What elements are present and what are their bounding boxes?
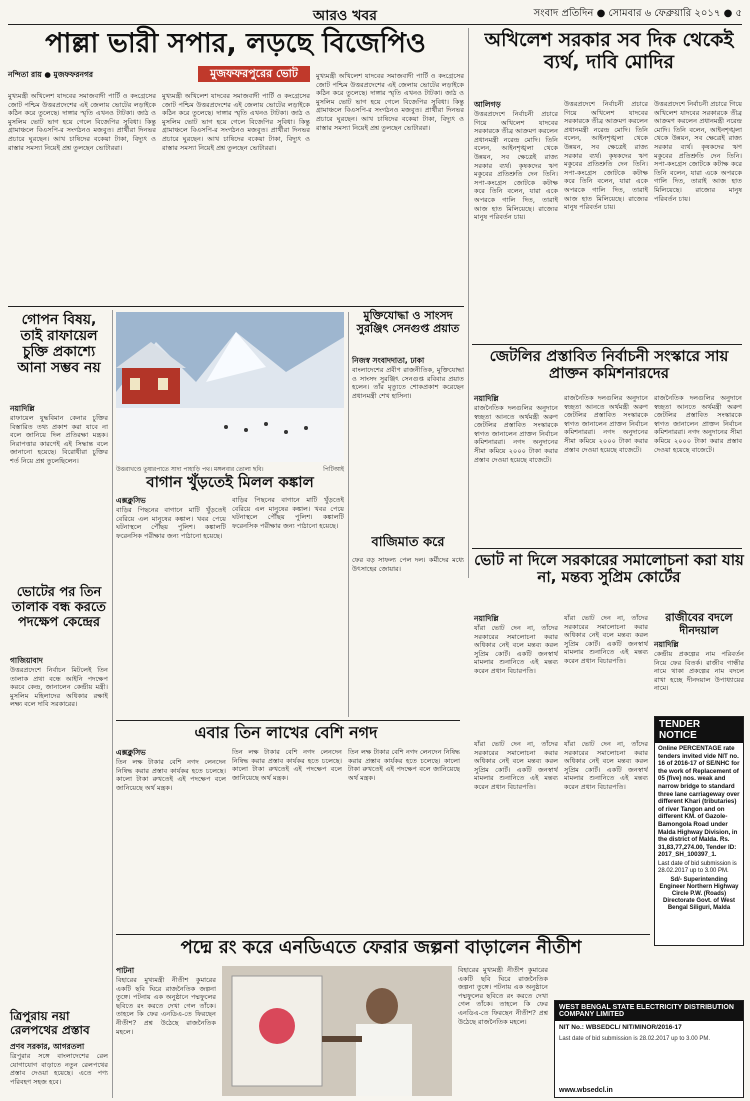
section-title: আরও খবর <box>313 8 377 24</box>
story7-body: বাংলাদেশের প্রবীণ রাজনীতিক, মুক্তিযোদ্ধা ও সাংসদ সুরঞ্জিৎ সেনগুপ্ত রবিবার প্রয়াত হলেন। তাঁর মৃত্যুতে শোকপ্রকাশ করেছেন প্রধানমন্ত্রী শেখ হাসিনা। <box>352 366 464 400</box>
story8-headline: জেটলির প্রস্তাবিত নির্বাচনী সংস্কারে সায় প্রাক্তন কমিশনারদের <box>489 347 729 383</box>
header-meta: সংবাদ প্রতিদিন ● সোমবার ৬ ফেব্রুয়ারি ২০১৭ ● ৫ <box>533 8 742 19</box>
column-rule-left <box>112 310 113 1098</box>
story10-col2: যাঁরা ভোট দেন না, তাঁদের সরকারের সমালোচনা করার অধিকার নেই বলে মন্তব্য করল সুপ্রিম কোর্ট। একটি জনস্বার্থ মামলার শুনানিতে এই মন্তব্য করেন প্রধান বিচারপতি। <box>564 614 648 665</box>
story4-headline: ভোটের পর তিন তালাক বন্ধ করতে পদক্ষেপ কেন্দ্রের <box>12 585 106 630</box>
rule-story2-bottom <box>472 344 742 345</box>
nitish-photo <box>222 966 452 1096</box>
tender-signature: Sd/- Superintending Engineer Northern Highway Circle P.W. (Roads) Directorate Govt. of West Bengal Siliguri, Malda <box>659 876 739 911</box>
wbsedcl-org: WEST BENGAL STATE ELECTRICITY DISTRIBUTION COMPANY LIMITED <box>555 1001 743 1021</box>
story6-col1: বাড়ির পিছনের বাগানে মাটি খুঁড়তেই বেরিয়ে এল মানুষের কঙ্কাল। খবর পেয়ে ঘটনাস্থলে পৌঁছয় পুলিশ। কঙ্কালটি ফরেনসিক পরীক্ষার জন্য পাঠানো হয়েছে। <box>116 506 226 540</box>
story10-headline: ভোট না দিলে সরকারের সমালোচনা করা যায় না, মন্তব্য সুপ্রিম কোর্টের <box>474 551 744 587</box>
story5-body: ত্রিপুরার সঙ্গে বাংলাদেশের রেল যোগাযোগ বাড়াতে নতুন রেলপথের প্রস্তাব দেওয়া হয়েছে। এতে পণ্য পরিবহণ সহজ হবে। <box>10 1052 108 1086</box>
story9-body: ফের বড় সাফল্য পেল দল। কর্মীদের মধ্যে উৎসাহের জোয়ার। <box>352 556 464 573</box>
story2-byline: আলিগড় <box>474 100 501 109</box>
rule-story8-bottom <box>472 548 742 549</box>
rule-story1-bottom <box>8 306 464 307</box>
story3-headline: গোপন বিষয়, তাই রাফায়েল চুক্তি প্রকাশ্যে আনা সম্ভব নয় <box>17 312 101 377</box>
story2-col2: উত্তরপ্রদেশে নির্বাচনী প্রচারে গিয়ে অখিলেশ যাদবের সরকারকে তীব্র আক্রমণ করলেন প্রধানমন্ত্রী নরেন্দ্র মোদি। তিনি বলেন, আইনশৃঙ্খলা থেকে উন্নয়ন, সব ক্ষেত্রেই রাজ্য সরকার ব্যর্থ। কৃষকদের ঋণ মকুবের প্রতিশ্রুতি দেন তিনি। সপা-কংগ্রেস জোটকে কটাক্ষ করে তিনি বলেন, যারা একে অপরকে গালি দিত, তারাই আজ হাত মিলিয়েছে। রাজ্যের মানুষ পরিবর্তন চায়। <box>564 100 648 212</box>
wbsedcl-ad <box>554 1000 744 1098</box>
tender-title: TENDER NOTICE <box>655 717 743 743</box>
story10-col1-cont: যাঁরা ভোট দেন না, তাঁদের সরকারের সমালোচনা করার অধিকার নেই বলে মন্তব্য করল সুপ্রিম কোর্ট। একটি জনস্বার্থ মামলার শুনানিতে এই মন্তব্য করেন প্রধান বিচারপতি। <box>474 740 558 791</box>
story8-col2: রাজনৈতিক দলগুলির অনুদানে স্বচ্ছতা আনতে অর্থমন্ত্রী অরুণ জেটলির প্রস্তাবিত সংস্কারকে স্বাগত জানালেন প্রাক্তন নির্বাচন কমিশনাররা। নগদ অনুদানের সীমা কমিয়ে ২০০০ টাকা করার প্রস্তাব দেওয়া হয়েছে বাজেটে। <box>564 394 648 454</box>
story2-col1: উত্তরপ্রদেশে নির্বাচনী প্রচারে গিয়ে অখিলেশ যাদবের সরকারকে তীব্র আক্রমণ করলেন প্রধানমন্ত্রী নরেন্দ্র মোদি। তিনি বলেন, আইনশৃঙ্খলা থেকে উন্নয়ন, সব ক্ষেত্রেই রাজ্য সরকার ব্যর্থ। কৃষকদের ঋণ মকুবের প্রতিশ্রুতি দেন তিনি। সপা-কংগ্রেস জোটকে কটাক্ষ করে তিনি বলেন, যারা একে অপরকে গালি দিত, তারাই আজ হাত মিলিয়েছে। রাজ্যের মানুষ পরিবর্তন চায়। <box>474 110 558 222</box>
tender-last-date: Last date of bid submission is 28.02.2017 up to 3.00 PM. <box>658 860 737 874</box>
story12-byline: এক্সক্লুসিভ <box>116 748 146 757</box>
tender-body: Online PERCENTAGE rate tenders invited vide NIT no. 16 of 2016-17 of SE/NHC for the work of Replacement of 05 (five) nos. weak and narrow bridge to standard three lane carriageway over different Khari (tributaries) of river Tangon and on different KM. of Gazole-Bamongola Road under Malda Highway Division, in the district of Malda. Rs. 31,83,77,274.00, Tender ID: 2017_SH_100397_1. <box>658 745 740 859</box>
story7-headline: মুক্তিযোদ্ধা ও সাংসদ সুরঞ্জিৎ সেনগুপ্ত প্রয়াত <box>356 309 460 335</box>
story2-col3: উত্তরপ্রদেশে নির্বাচনী প্রচারে গিয়ে অখিলেশ যাদবের সরকারকে তীব্র আক্রমণ করলেন প্রধানমন্ত্রী নরেন্দ্র মোদি। তিনি বলেন, আইনশৃঙ্খলা থেকে উন্নয়ন, সব ক্ষেত্রেই রাজ্য সরকার ব্যর্থ। কৃষকদের ঋণ মকুবের প্রতিশ্রুতি দেন তিনি। সপা-কংগ্রেস জোটকে কটাক্ষ করে তিনি বলেন, যারা একে অপরকে গালি দিত, তারাই আজ হাত মিলিয়েছে। রাজ্যের মানুষ পরিবর্তন চায়। <box>654 100 742 203</box>
story13-byline: পাটনা <box>116 966 135 975</box>
snow-photo <box>116 312 344 462</box>
header-rule <box>8 24 742 25</box>
story13-col2: বিহারের মুখ্যমন্ত্রী নীতীশ কুমারের একটি ছবি ঘিরে রাজনৈতিক জল্পনা তুঙ্গে। পটনায় এক অনুষ্ঠানে পদ্মফুলের ছবিতে রং করতে দেখা গেল তাঁকে। তাহলে কি ফের এনডিএ-তে ফিরছেন নীতীশ? প্রশ্ন উঠেছে রাজনৈতিক মহলে। <box>458 966 548 1026</box>
story5-headline: ত্রিপুরায় নয়া রেলপথের প্রস্তাব <box>10 1009 90 1037</box>
story10-col2-cont: যাঁরা ভোট দেন না, তাঁদের সরকারের সমালোচনা করার অধিকার নেই বলে মন্তব্য করল সুপ্রিম কোর্ট। একটি জনস্বার্থ মামলার শুনানিতে এই মন্তব্য করেন প্রধান বিচারপতি। <box>564 740 648 791</box>
painting-photo-image <box>222 966 452 1096</box>
story12-col1: তিন লক্ষ টাকার বেশি নগদ লেনদেন নিষিদ্ধ করার প্রস্তাব কার্যকর হতে চলেছে। কালো টাকা রুখতেই এই পদক্ষেপ বলে জানিয়েছে অর্থ মন্ত্রক। <box>116 758 226 792</box>
story11-body: কেন্দ্রীয় প্রকল্পের নাম পরিবর্তন নিয়ে ফের বিতর্ক। রাজীব গান্ধীর নামে থাকা প্রকল্পের নাম বদলে রাখা হচ্ছে দীনদয়াল উপাধ্যায়ের নামে। <box>654 650 744 693</box>
story3-byline: নয়াদিল্লি <box>10 404 35 413</box>
story1-col2: মুখ্যমন্ত্রী অখিলেশ যাদবের সমাজবাদী পার্টি ও কংগ্রেসের জোট পশ্চিম উত্তরপ্রদেশের এই জেলায় ভোটের লড়াইকে কঠিন করে তুলেছে। দাঙ্গার স্মৃতি এখনও টাটকা। জাঠ ও মুসলিম ভোট ভাগ হয়ে গেলে বিজেপির সুবিধা। কিন্তু গ্রামাঞ্চলে বিএসপি-র সংগঠনও মজবুত। প্রার্থীরা দিনভর প্রচারে ঘুরছেন। আখ চাষিদের বকেয়া টাকা, বিদ্যুৎ ও রাস্তার সমস্যা নিয়েই প্রশ্ন তুলছেন ভোটাররা। <box>162 92 310 152</box>
photo-caption: উত্তরাখণ্ডে তুষারপাতে সাদা পাহাড়ি পথ। মঙ্গলবার তোলা ছবি। <box>116 466 264 473</box>
story5-byline: প্রণব সরকার, আগরতলা <box>10 1042 85 1051</box>
photo-credit: পিটিআই <box>323 466 344 473</box>
wbsedcl-body: Last date of bid submission is 28.02.2017 up to 3.00 PM. <box>559 1036 711 1042</box>
story1-col3: মুখ্যমন্ত্রী অখিলেশ যাদবের সমাজবাদী পার্টি ও কংগ্রেসের জোট পশ্চিম উত্তরপ্রদেশের এই জেলায় ভোটের লড়াইকে কঠিন করে তুলেছে। দাঙ্গার স্মৃতি এখনও টাটকা। জাঠ ও মুসলিম ভোট ভাগ হয়ে গেলে বিজেপির সুবিধা। কিন্তু গ্রামাঞ্চলে বিএসপি-র সংগঠনও মজবুত। প্রার্থীরা দিনভর প্রচারে ঘুরছেন। আখ চাষিদের বকেয়া টাকা, বিদ্যুৎ ও রাস্তার সমস্যা নিয়েই প্রশ্ন তুলছেন ভোটাররা। <box>316 72 464 132</box>
story2-headline: অখিলেশ সরকার সব দিক থেকেই ব্যর্থ, দাবি মোদির <box>484 29 734 73</box>
column-rule-2 <box>348 312 349 717</box>
story12-col2: তিন লক্ষ টাকার বেশি নগদ লেনদেন নিষিদ্ধ করার প্রস্তাব কার্যকর হতে চলেছে। কালো টাকা রুখতেই এই পদক্ষেপ বলে জানিয়েছে অর্থ মন্ত্রক। <box>232 748 342 782</box>
story13-col1: বিহারের মুখ্যমন্ত্রী নীতীশ কুমারের একটি ছবি ঘিরে রাজনৈতিক জল্পনা তুঙ্গে। পটনায় এক অনুষ্ঠানে পদ্মফুলের ছবিতে রং করতে দেখা গেল তাঁকে। তাহলে কি ফের এনডিএ-তে ফিরছেন নীতীশ? প্রশ্ন উঠেছে রাজনৈতিক মহলে। <box>116 976 216 1036</box>
story10-col1: যাঁরা ভোট দেন না, তাঁদের সরকারের সমালোচনা করার অধিকার নেই বলে মন্তব্য করল সুপ্রিম কোর্ট। একটি জনস্বার্থ মামলার শুনানিতে এই মন্তব্য করেন প্রধান বিচারপতি। <box>474 624 558 675</box>
story8-byline: নয়াদিল্লি <box>474 394 499 403</box>
story8-col3: রাজনৈতিক দলগুলির অনুদানে স্বচ্ছতা আনতে অর্থমন্ত্রী অরুণ জেটলির প্রস্তাবিত সংস্কারকে স্বাগত জানালেন প্রাক্তন নির্বাচন কমিশনাররা। নগদ অনুদানের সীমা কমিয়ে ২০০০ টাকা করার প্রস্তাব দেওয়া হয়েছে বাজেটে। <box>654 394 742 454</box>
story11-headline: রাজীবের বদলে দীনদয়াল <box>665 611 733 637</box>
story4-byline: গাজিয়াবাদ <box>10 656 43 665</box>
story1-tag: মুজফফরপুরের ভোট <box>198 66 310 82</box>
snow-landscape-image <box>116 312 344 462</box>
column-rule-1 <box>468 28 469 578</box>
story1-col1: মুখ্যমন্ত্রী অখিলেশ যাদবের সমাজবাদী পার্টি ও কংগ্রেসের জোট পশ্চিম উত্তরপ্রদেশের এই জেলায় ভোটের লড়াইকে কঠিন করে তুলেছে। দাঙ্গার স্মৃতি এখনও টাটকা। জাঠ ও মুসলিম ভোট ভাগ হয়ে গেলে বিজেপির সুবিধা। কিন্তু গ্রামাঞ্চলে বিএসপি-র সংগঠনও মজবুত। প্রার্থীরা দিনভর প্রচারে ঘুরছেন। আখ চাষিদের বকেয়া টাকা, বিদ্যুৎ ও রাস্তার সমস্যা নিয়েই প্রশ্ন তুলছেন ভোটাররা। <box>8 92 156 152</box>
story11-byline: নয়াদিল্লি <box>654 640 679 649</box>
story1-headline: পাল্লা ভারী সপার, লড়ছে বিজেপিও <box>45 28 426 59</box>
story7-byline: নিজস্ব সংবাদদাতা, ঢাকা <box>352 356 425 365</box>
story9-headline: বাজিমাত করে <box>371 535 445 550</box>
rule-story13-top <box>116 934 650 935</box>
page-header <box>8 6 742 22</box>
story3-body: রাফায়েল যুদ্ধবিমান কেনার চুক্তির বিস্তারিত তথ্য প্রকাশ করা যাবে না বলে জানিয়ে দিল প্রতিরক্ষা মন্ত্রক। নিরাপত্তার কারণেই এই সিদ্ধান্ত বলে জানানো হয়েছে। বিরোধীরা চুক্তির শর্ত নিয়ে প্রশ্ন তুলেছিলেন। <box>10 414 108 465</box>
rule-photo-block-bottom <box>116 720 460 721</box>
story6-byline: এক্সক্লুসিভ <box>116 496 146 505</box>
story12-headline: এবার তিন লাখের বেশি নগদ <box>194 723 378 742</box>
story13-headline: পদ্মে রং করে এনডিএতে ফেরার জল্পনা বাড়ালেন নীতীশ <box>180 937 582 958</box>
story6-headline: বাগান খুঁড়তেই মিলল কঙ্কাল <box>146 473 314 491</box>
story12-col3: তিন লক্ষ টাকার বেশি নগদ লেনদেন নিষিদ্ধ করার প্রস্তাব কার্যকর হতে চলেছে। কালো টাকা রুখতেই এই পদক্ষেপ বলে জানিয়েছে অর্থ মন্ত্রক। <box>348 748 460 782</box>
story4-body: উত্তরপ্রদেশে নির্বাচন মিটলেই তিন তালাক প্রথা বন্ধে আইনি পদক্ষেপ করবে কেন্দ্র, জানালেন কেন্দ্রীয় মন্ত্রী। মুসলিম মহিলাদের অধিকার রক্ষাই লক্ষ্য বলে দাবি সরকারের। <box>10 666 108 709</box>
story1-byline: নন্দিতা রায় ● মুজফফরনগর <box>8 70 94 79</box>
story10-byline: নয়াদিল্লি <box>474 614 499 623</box>
story8-col1: রাজনৈতিক দলগুলির অনুদানে স্বচ্ছতা আনতে অর্থমন্ত্রী অরুণ জেটলির প্রস্তাবিত সংস্কারকে স্বাগত জানালেন প্রাক্তন নির্বাচন কমিশনাররা। নগদ অনুদানের সীমা কমিয়ে ২০০০ টাকা করার প্রস্তাব দেওয়া হয়েছে বাজেটে। <box>474 404 558 464</box>
tender-notice-ad <box>654 716 744 946</box>
story6-col2: বাড়ির পিছনের বাগানে মাটি খুঁড়তেই বেরিয়ে এল মানুষের কঙ্কাল। খবর পেয়ে ঘটনাস্থলে পৌঁছয় পুলিশ। কঙ্কালটি ফরেনসিক পরীক্ষার জন্য পাঠানো হয়েছে। <box>232 496 344 530</box>
wbsedcl-url: www.wbsedcl.in <box>559 1087 613 1094</box>
wbsedcl-nit: NIT No.: WBSEDCL/ NIT/MINOR/2016-17 <box>559 1024 682 1031</box>
